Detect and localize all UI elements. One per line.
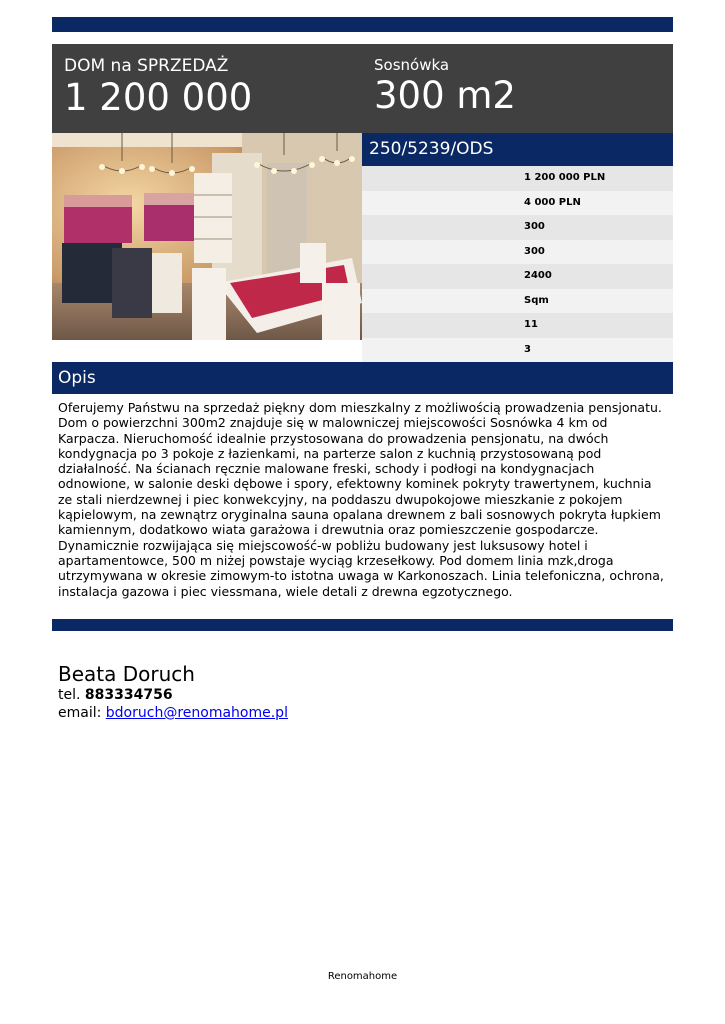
reference-number: 250/5239/ODS <box>362 133 673 166</box>
detail-row-usable-area: 300 <box>362 240 673 265</box>
email-label: email: <box>58 705 102 721</box>
footer-brand: Renomahome <box>327 971 398 982</box>
description-text: Oferujemy Państwu na sprzedaż piękny dom mieszkalny z możliwością prowadzenia pensjonatu. Dom o powierzchni 300m2 znajduje się w malowniczej miejscowości Sosnówka 4 km od Karpacza. Nieruchomość idealnie przystosowana do prowadzenia pensjonatu, na dwóch kondygnacja po 3 pokoje z łazienkami, na parterze salon z kuchnią przystosowaną pod działalność. Na ścianach ręcznie malowane freski, schody i podłogi na kondygnacjach odnowione, w salonie deski dębowe i spory, efektowny kominek pokryty trawertynem, kuchnia ze stali nierdzewnej i piec konwekcyjny, na poddaszu dwupokojowe mieszkanie z pokojem kąpielowym, na zewnątrz oryginalna sauna opalana drewnem z bali sosnowych pokryta łupkiem kamiennym, dodatkowo wiata garażowa i drewutnia oraz pomieszczenie gospodarcze. Dynamicznie rozwijająca się miejscowość-w pobliżu budowany jest luksusowy hotel i apartamentowce, 500 m niżej powstaje wyciąg krzesełkowy. Pod domem linia mzk,droga utrzymywana w okresie zimowym-to istotna uwaga w Karkonoszach. Linia telefoniczna, ochrona, instalacja gazowa i piec viessmana, wiele detali z drewna egzotycznego. <box>58 400 664 599</box>
detail-row-rooms: 11 <box>362 313 673 338</box>
detail-row-price: 1 200 000 PLN <box>362 166 673 191</box>
agent-name: Beata Doruch <box>58 662 195 686</box>
property-price: 1 200 000 <box>64 76 253 119</box>
detail-row-price-per-sqm: 4 000 PLN <box>362 191 673 216</box>
phone-label: tel. <box>58 687 81 703</box>
detail-row-unit: Sqm <box>362 289 673 314</box>
agent-phone: 883334756 <box>84 687 173 703</box>
property-location: Sosnówka <box>374 56 450 74</box>
header-left <box>64 56 252 119</box>
agent-contact <box>58 662 288 722</box>
detail-row-area: 300 <box>362 215 673 240</box>
agent-email-link[interactable]: bdoruch@renomahome.pl <box>105 705 288 721</box>
property-photo <box>52 133 362 340</box>
detail-row-floors: 3 <box>362 338 673 363</box>
listing-header <box>52 44 673 133</box>
detail-row-plot-size: 2400 <box>362 264 673 289</box>
top-accent-bar <box>52 17 673 32</box>
header-right <box>374 56 516 117</box>
description-heading: Opis <box>52 362 673 394</box>
property-type: DOM na SPRZEDAŻ <box>64 56 229 76</box>
agent-phone-line <box>58 686 288 704</box>
dining-room-image <box>52 133 362 340</box>
details-table <box>362 166 673 362</box>
agent-email-line <box>58 704 288 722</box>
bottom-accent-bar <box>52 619 673 631</box>
property-area: 300 m2 <box>374 74 516 117</box>
